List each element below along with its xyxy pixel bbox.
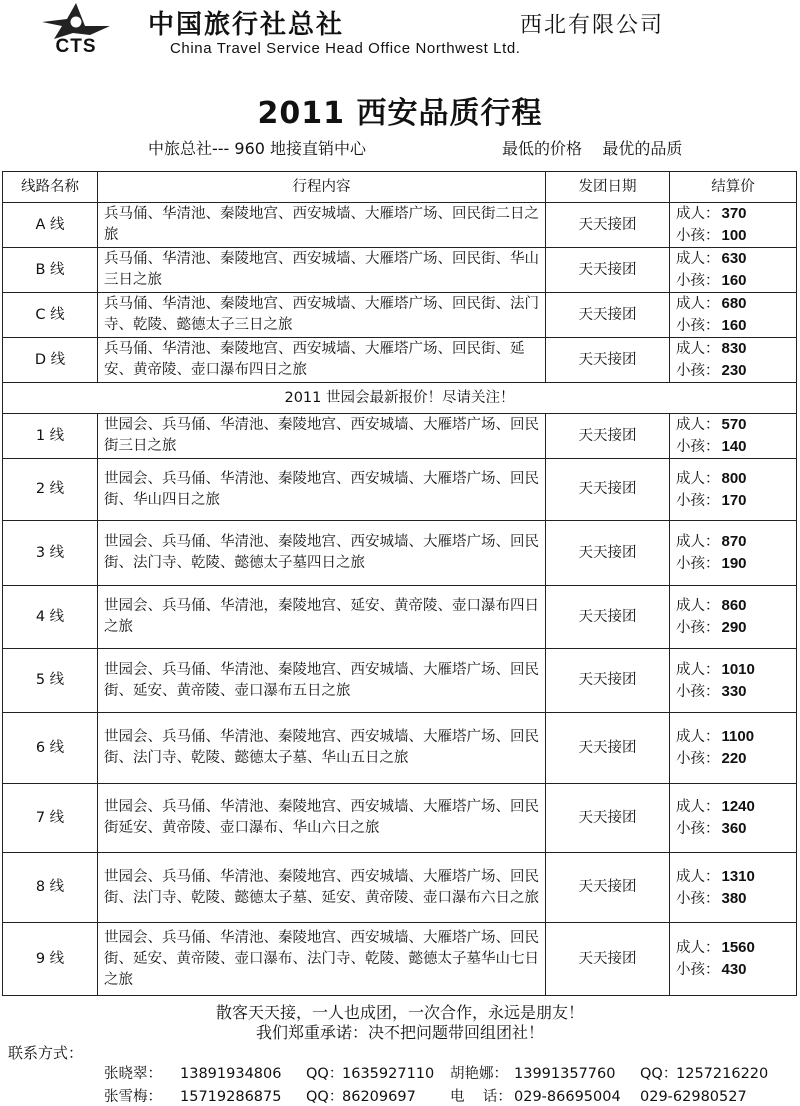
route-content: 兵马俑、华清池、秦陵地宫、西安城墙、大雁塔广场、回民街、华山三日之旅 [98, 248, 546, 293]
adult-price-line [676, 796, 790, 818]
child-label: 小孩： [676, 683, 720, 700]
column-header: 发团日期 [546, 172, 670, 203]
cts-logo [40, 2, 112, 60]
child-price-line [676, 818, 790, 840]
route-row [3, 414, 797, 459]
adult-price: 570 [721, 416, 747, 433]
departure-date: 天天接团 [546, 923, 670, 996]
adult-label: 成人： [676, 534, 720, 550]
child-price-line [676, 681, 790, 703]
office-phone: 029-86695004 [514, 1089, 621, 1105]
child-price-line [676, 436, 790, 458]
route-row [3, 248, 797, 293]
page-title: 2011 西安品质行程 [257, 96, 543, 131]
child-label: 小孩： [676, 821, 720, 837]
route-name: B 线 [3, 248, 98, 293]
contact-label: 联系方式： [8, 1044, 84, 1062]
expo-routes [3, 414, 797, 996]
route-content: 兵马俑、华清池、秦陵地宫、西安城墙、大雁塔广场、回民街二日之旅 [98, 203, 546, 248]
adult-price: 870 [721, 533, 747, 550]
contact-phone: 15719286875 [180, 1089, 282, 1105]
subtitle-left: 中旅总社--- 960 地接直销中心 [148, 139, 367, 158]
route-price [670, 203, 797, 248]
column-header: 结算价 [670, 172, 797, 203]
adult-price: 370 [721, 205, 747, 222]
child-label: 小孩： [676, 318, 720, 334]
departure-date: 天天接团 [546, 293, 670, 338]
slogan-line-1: 散客天天接，一人也成团，一次合作，永远是朋友！ [215, 1003, 584, 1022]
adult-label: 成人： [676, 296, 720, 312]
adult-price: 860 [721, 597, 747, 614]
child-label: 小孩： [676, 273, 720, 289]
adult-price: 1010 [721, 660, 755, 678]
child-price: 290 [721, 619, 747, 636]
adult-price: 630 [721, 250, 747, 267]
child-price: 230 [721, 362, 747, 379]
route-name: 4 线 [3, 586, 98, 649]
route-row [3, 713, 797, 784]
route-row [3, 649, 797, 713]
route-row [3, 853, 797, 923]
child-price: 170 [721, 491, 747, 509]
child-price-line [676, 617, 790, 639]
child-label: 小孩： [676, 751, 720, 767]
child-price: 430 [721, 961, 747, 978]
departure-date: 天天接团 [546, 853, 670, 923]
route-content: 世园会、兵马俑、华清池、秦陵地宫、西安城墙、大雁塔广场、回民街延安、黄帝陵、壶口瀑布、华山六日之旅 [98, 784, 546, 853]
child-label: 小孩： [676, 439, 720, 455]
route-name: 7 线 [3, 784, 98, 853]
itinerary-table [2, 171, 797, 996]
adult-price-line [676, 248, 790, 270]
adult-price-line [676, 726, 790, 748]
route-price [670, 586, 797, 649]
route-content: 兵马俑、华清池、秦陵地宫、西安城墙、大雁塔广场、回民街、法门寺、乾陵、懿德太子三日之旅 [98, 293, 546, 338]
logo-text: CTS [55, 36, 97, 57]
child-price: 100 [721, 227, 747, 244]
qq-label: QQ： [640, 1066, 678, 1082]
route-name: 3 线 [3, 521, 98, 586]
contact-line [104, 1062, 768, 1083]
route-content: 世园会、兵马俑、华清池、秦陵地宫、西安城墙、大雁塔广场、回民街、延安、黄帝陵、壶口瀑布、法门寺、乾陵、懿德太子墓华山七日之旅 [98, 923, 546, 996]
departure-date: 天天接团 [546, 414, 670, 459]
route-price [670, 459, 797, 521]
adult-price: 1100 [721, 728, 755, 745]
route-price [670, 649, 797, 713]
adult-label: 成人： [676, 940, 720, 956]
route-price [670, 293, 797, 338]
route-price [670, 923, 797, 996]
adult-label: 成人： [676, 417, 720, 433]
route-name: C 线 [3, 293, 98, 338]
adult-price-line [676, 866, 790, 888]
departure-date: 天天接团 [546, 713, 670, 784]
child-label: 小孩： [676, 228, 720, 244]
adult-price: 1560 [721, 939, 755, 956]
adult-price: 800 [721, 469, 747, 487]
route-price [670, 713, 797, 784]
adult-label: 成人： [676, 661, 720, 678]
child-label: 小孩： [676, 492, 720, 509]
adult-price: 1310 [721, 867, 755, 885]
route-row [3, 521, 797, 586]
route-row [3, 459, 797, 521]
route-price [670, 521, 797, 586]
adult-price-line [676, 937, 790, 959]
company-name-cn: 中国旅行社总社 [148, 10, 345, 40]
departure-date: 天天接团 [546, 521, 670, 586]
child-label: 小孩： [676, 363, 720, 379]
child-price: 380 [721, 889, 747, 907]
child-price-line [676, 315, 790, 337]
child-price: 220 [721, 750, 747, 767]
route-name: 9 线 [3, 923, 98, 996]
route-price [670, 248, 797, 293]
contact-line [104, 1085, 747, 1106]
adult-label: 成人： [676, 868, 720, 885]
departure-date: 天天接团 [546, 459, 670, 521]
qq-label: QQ： [306, 1066, 344, 1082]
column-header: 线路名称 [3, 172, 98, 203]
departure-date: 天天接团 [546, 203, 670, 248]
adult-price: 680 [721, 295, 747, 312]
table-header-row [3, 172, 797, 203]
letterhead [0, 0, 800, 66]
qq-label: QQ： [306, 1089, 344, 1105]
route-name: 5 线 [3, 649, 98, 713]
adult-price-line [676, 203, 790, 225]
child-label: 小孩： [676, 556, 720, 572]
route-content: 世园会、兵马俑、华清池、秦陵地宫、西安城墙、大雁塔广场、回民街、法门寺、乾陵、懿德太子墓四日之旅 [98, 521, 546, 586]
departure-date: 天天接团 [546, 649, 670, 713]
adult-price-line [676, 338, 790, 360]
child-price-line [676, 225, 790, 247]
adult-label: 成人： [676, 341, 720, 357]
route-content: 世园会、兵马俑、华清池、秦陵地宫、西安城墙、大雁塔广场、回民街、延安、黄帝陵、壶口瀑布五日之旅 [98, 649, 546, 713]
route-content: 兵马俑、华清池、秦陵地宫、西安城墙、大雁塔广场、回民街、延安、黄帝陵、壶口瀑布四日之旅 [98, 338, 546, 383]
route-price [670, 338, 797, 383]
route-name: 2 线 [3, 459, 98, 521]
child-price-line [676, 888, 790, 910]
adult-price-line [676, 468, 790, 490]
route-name: A 线 [3, 203, 98, 248]
contact-name: 张晓翠： [104, 1066, 162, 1082]
child-price: 160 [721, 317, 747, 334]
adult-price-line [676, 595, 790, 617]
child-price-line [676, 748, 790, 770]
route-row [3, 203, 797, 248]
departure-date: 天天接团 [546, 784, 670, 853]
adult-price-line [676, 531, 790, 553]
child-price-line [676, 270, 790, 292]
adult-price: 830 [721, 340, 747, 357]
adult-label: 成人： [676, 470, 720, 487]
tel-label: 电 话： [450, 1089, 512, 1105]
departure-date: 天天接团 [546, 338, 670, 383]
route-name: 8 线 [3, 853, 98, 923]
adult-price-line [676, 293, 790, 315]
contact-name: 张雪梅： [104, 1089, 162, 1105]
route-content: 世园会、兵马俑、华清池、秦陵地宫、西安城墙、大雁塔广场、回民街三日之旅 [98, 414, 546, 459]
adult-label: 成人： [676, 206, 720, 222]
child-label: 小孩： [676, 620, 720, 636]
child-label: 小孩： [676, 962, 720, 978]
route-row [3, 293, 797, 338]
child-price-line [676, 959, 790, 981]
route-row [3, 784, 797, 853]
adult-label: 成人： [676, 799, 720, 815]
departure-date: 天天接团 [546, 248, 670, 293]
office-phone: 029-62980527 [640, 1089, 747, 1105]
route-content: 世园会、兵马俑、华清池、秦陵地宫、西安城墙、大雁塔广场、回民街、华山四日之旅 [98, 459, 546, 521]
expo-notice: 2011 世园会最新报价！尽请关注！ [3, 383, 797, 414]
route-row [3, 338, 797, 383]
adult-price-line [676, 659, 790, 681]
contact-phone: 13891934806 [180, 1066, 282, 1082]
adult-label: 成人： [676, 729, 720, 745]
route-name: 6 线 [3, 713, 98, 784]
adult-label: 成人： [676, 598, 720, 614]
child-price: 140 [721, 438, 747, 455]
company-branch-cn: 西北有限公司 [520, 13, 665, 38]
child-price: 360 [721, 820, 747, 837]
company-name-en: China Travel Service Head Office Northwest Ltd. [170, 40, 521, 57]
route-row [3, 923, 797, 996]
route-name: 1 线 [3, 414, 98, 459]
standard-routes [3, 203, 797, 383]
adult-price-line [676, 414, 790, 436]
child-price-line [676, 490, 790, 512]
contact-qq: 1257216220 [676, 1066, 769, 1082]
child-price: 330 [721, 682, 747, 700]
notice-row [3, 383, 797, 414]
route-content: 世园会、兵马俑、华清池、秦陵地宫、西安城墙、大雁塔广场、回民街、法门寺、乾陵、懿德太子墓、华山五日之旅 [98, 713, 546, 784]
route-name: D 线 [3, 338, 98, 383]
route-row [3, 586, 797, 649]
slogan-line-2: 我们郑重承诺：决不把问题带回组团社！ [255, 1023, 544, 1042]
column-header: 行程内容 [98, 172, 546, 203]
child-label: 小孩： [676, 890, 720, 907]
child-price: 190 [721, 555, 747, 572]
contact-name: 胡艳娜： [450, 1066, 508, 1082]
route-content: 世园会、兵马俑、华清池、秦陵地宫、西安城墙、大雁塔广场、回民街、法门寺、乾陵、懿德太子墓、延安、黄帝陵、壶口瀑布六日之旅 [98, 853, 546, 923]
contact-qq: 1635927110 [342, 1066, 435, 1082]
child-price-line [676, 360, 790, 382]
departure-date: 天天接团 [546, 586, 670, 649]
route-price [670, 853, 797, 923]
adult-label: 成人： [676, 251, 720, 267]
child-price: 160 [721, 272, 747, 289]
subtitle-right: 最低的价格 最优的品质 [502, 139, 683, 158]
route-price [670, 784, 797, 853]
route-content: 世园会、兵马俑、华清池，秦陵地宫、延安、黄帝陵、壶口瀑布四日之旅 [98, 586, 546, 649]
contact-qq: 86209697 [342, 1089, 416, 1105]
child-price-line [676, 553, 790, 575]
route-price [670, 414, 797, 459]
adult-price: 1240 [721, 798, 755, 815]
contact-phone: 13991357760 [514, 1066, 616, 1082]
